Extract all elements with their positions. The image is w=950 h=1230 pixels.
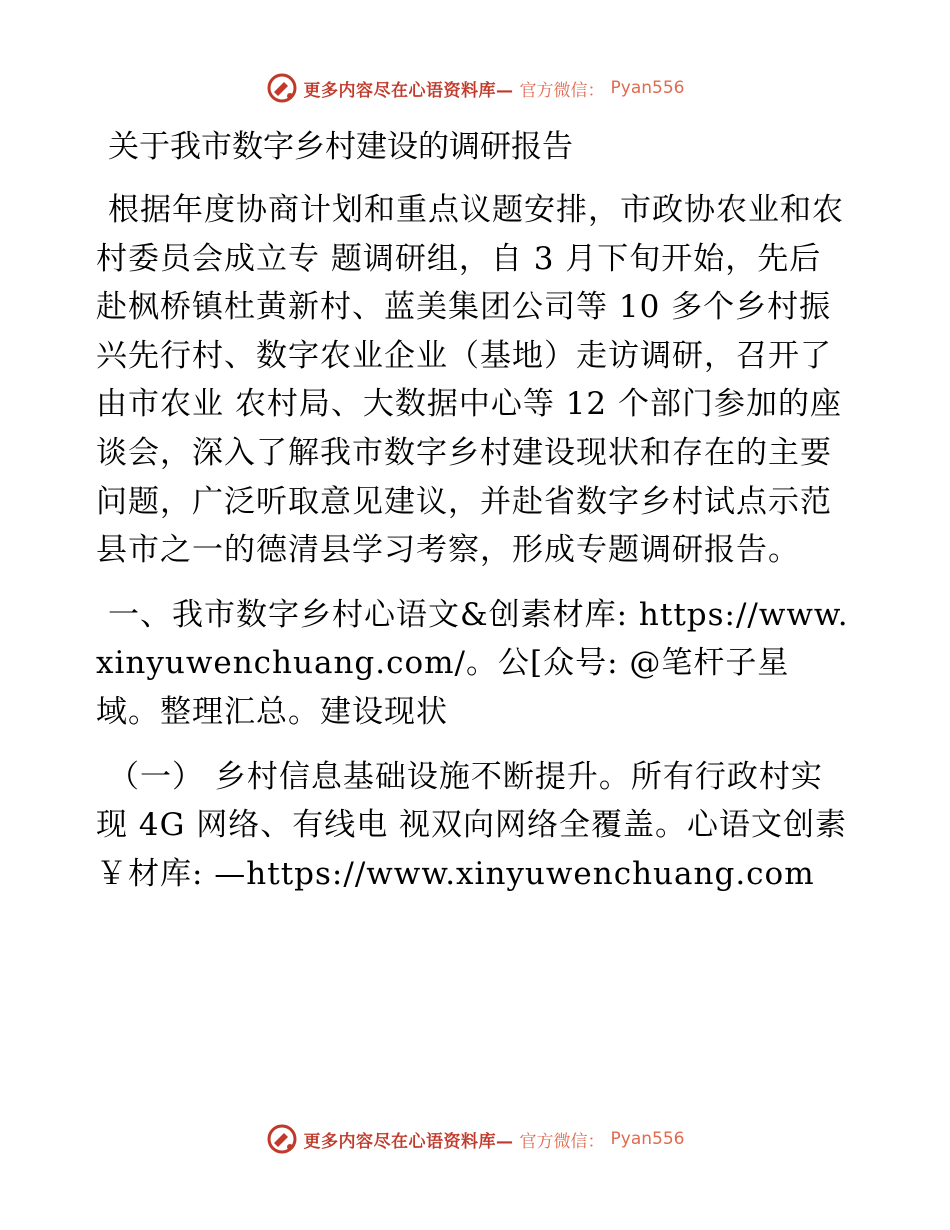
banner-text: 更多内容尽在心语资料库—: [303, 1131, 514, 1152]
header-banner: [0, 72, 950, 104]
paragraph: （一） 乡村信息基础设施不断提升。所有行政村实现 4G 网络、有线电 视双向网络全覆盖。心语文创素￥材库: —https://www.xinyuwenchuang.com: [96, 758, 848, 892]
footer-banner: [0, 1123, 950, 1155]
banner-text: 更多内容尽在心语资料库—: [303, 80, 514, 101]
banner-contact-label: 官方微信：: [519, 1131, 605, 1152]
brand-logo-icon: [266, 72, 298, 104]
banner-contact-label: 官方微信：: [519, 80, 605, 101]
paragraph: 根据年度协商计划和重点议题安排，市政协农业和农村委员会成立专 题调研组，自 3 月下旬开始，先后赴枫桥镇杜黄新村、蓝美集团公司等 10 多个乡村振兴先行村、数字农业企业（基地）走访调研，召开了由市农业 农村局、大数据中心等 12 个部门参加的座谈会，深入了解我市数字乡村建设现状和存在的主要问题，广泛听取意见建议，并赴省数字乡村试点示范县市之一的德清县学习考察，形成专题调研报告。: [96, 192, 844, 569]
banner-contact-id: Pyan556: [610, 78, 685, 98]
banner-contact-id: Pyan556: [610, 1129, 685, 1149]
brand-logo-icon: [266, 1123, 298, 1155]
paragraph: 一、我市数字乡村心语文&创素材库: https://www.xinyuwenchuang.com/。公[众号: @笔杆子星域。整理汇总。建设现状: [96, 596, 849, 730]
document-body: [96, 120, 852, 914]
document-title: 关于我市数字乡村建设的调研报告: [108, 129, 573, 165]
